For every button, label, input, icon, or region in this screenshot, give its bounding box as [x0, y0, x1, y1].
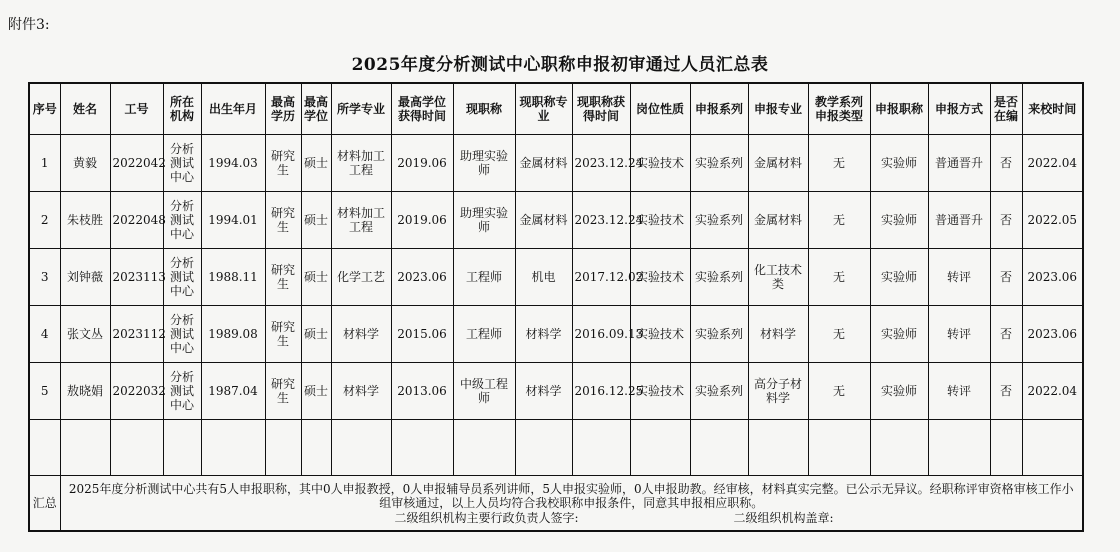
table-cell: 1994.03 — [201, 135, 265, 192]
column-header: 申报方式 — [928, 83, 990, 135]
table-cell: 普通晋升 — [928, 192, 990, 249]
table-cell: 张文丛 — [60, 306, 110, 363]
column-header: 最高学位 — [301, 83, 331, 135]
table-cell: 否 — [990, 363, 1022, 420]
column-header: 现职称专业 — [515, 83, 572, 135]
table-cell: 2017.12.02 — [572, 249, 630, 306]
table-cell: 实验师 — [870, 363, 928, 420]
column-header: 姓名 — [60, 83, 110, 135]
table-cell: 无 — [808, 306, 870, 363]
table-cell: 工程师 — [453, 306, 515, 363]
table-cell: 转评 — [928, 306, 990, 363]
header-row — [29, 83, 1083, 135]
table-row — [29, 306, 1083, 363]
summary-row — [29, 476, 1083, 532]
table-cell: 实验技术 — [630, 135, 690, 192]
empty-cell — [808, 420, 870, 476]
table-cell: 实验师 — [870, 249, 928, 306]
table-cell: 2023113 — [110, 249, 163, 306]
column-header: 是否在编 — [990, 83, 1022, 135]
empty-cell — [870, 420, 928, 476]
table-cell: 材料加工工程 — [331, 135, 391, 192]
table-cell: 刘钟薇 — [60, 249, 110, 306]
empty-cell — [391, 420, 453, 476]
leader-signature-label: 二级组织机构主要行政负责人签字: — [394, 510, 579, 525]
table-cell: 2023.12.24 — [572, 135, 630, 192]
empty-cell — [331, 420, 391, 476]
table-cell: 实验师 — [870, 192, 928, 249]
table-cell: 分析测试中心 — [163, 135, 201, 192]
table-row — [29, 249, 1083, 306]
column-header: 现职称获得时间 — [572, 83, 630, 135]
column-header: 申报系列 — [690, 83, 748, 135]
table-cell: 1989.08 — [201, 306, 265, 363]
table-cell: 实验系列 — [690, 249, 748, 306]
table-cell: 金属材料 — [748, 135, 808, 192]
column-header: 来校时间 — [1022, 83, 1083, 135]
table-row — [29, 363, 1083, 420]
table-cell: 2019.06 — [391, 192, 453, 249]
table-cell: 化工技术类 — [748, 249, 808, 306]
summary-label: 汇总 — [29, 476, 60, 532]
table-cell: 2023.06 — [391, 249, 453, 306]
table-cell: 研究生 — [265, 363, 301, 420]
empty-cell — [572, 420, 630, 476]
table-cell: 金属材料 — [515, 135, 572, 192]
table-cell: 2022.04 — [1022, 135, 1083, 192]
table-cell: 硕士 — [301, 249, 331, 306]
table-cell: 硕士 — [301, 363, 331, 420]
seal-label: 二级组织机构盖章: — [733, 510, 834, 525]
table-cell: 实验系列 — [690, 306, 748, 363]
empty-cell — [301, 420, 331, 476]
table-cell: 研究生 — [265, 135, 301, 192]
table-cell: 材料学 — [748, 306, 808, 363]
table-cell: 无 — [808, 192, 870, 249]
column-header: 申报职称 — [870, 83, 928, 135]
column-header: 工号 — [110, 83, 163, 135]
table-cell: 1994.01 — [201, 192, 265, 249]
table-cell: 无 — [808, 135, 870, 192]
table-cell: 研究生 — [265, 306, 301, 363]
table-cell: 助理实验师 — [453, 192, 515, 249]
empty-cell — [29, 420, 60, 476]
column-header: 岗位性质 — [630, 83, 690, 135]
table-cell: 硕士 — [301, 135, 331, 192]
table-cell: 1988.11 — [201, 249, 265, 306]
empty-cell — [60, 420, 110, 476]
empty-cell — [515, 420, 572, 476]
table-cell: 2023.12.24 — [572, 192, 630, 249]
column-header: 教学系列申报类型 — [808, 83, 870, 135]
table-cell: 2 — [29, 192, 60, 249]
table-cell: 2022042 — [110, 135, 163, 192]
table-cell: 硕士 — [301, 192, 331, 249]
table-row — [29, 192, 1083, 249]
table-cell: 实验师 — [870, 135, 928, 192]
table-cell: 材料学 — [515, 306, 572, 363]
table-cell: 材料学 — [331, 363, 391, 420]
empty-cell — [1022, 420, 1083, 476]
table-cell: 2015.06 — [391, 306, 453, 363]
column-header: 申报专业 — [748, 83, 808, 135]
table-cell: 硕士 — [301, 306, 331, 363]
table-cell: 2019.06 — [391, 135, 453, 192]
table-cell: 朱枝胜 — [60, 192, 110, 249]
table-cell: 研究生 — [265, 192, 301, 249]
table-cell: 材料学 — [515, 363, 572, 420]
table-cell: 实验技术 — [630, 249, 690, 306]
table-cell: 否 — [990, 306, 1022, 363]
column-header: 序号 — [29, 83, 60, 135]
empty-row — [29, 420, 1083, 476]
table-cell: 分析测试中心 — [163, 249, 201, 306]
empty-cell — [990, 420, 1022, 476]
table-cell: 高分子材料学 — [748, 363, 808, 420]
table-cell: 实验系列 — [690, 192, 748, 249]
table-cell: 2013.06 — [391, 363, 453, 420]
empty-cell — [928, 420, 990, 476]
table-cell: 助理实验师 — [453, 135, 515, 192]
table-cell: 3 — [29, 249, 60, 306]
empty-cell — [690, 420, 748, 476]
table-cell: 1 — [29, 135, 60, 192]
summary-cell — [60, 476, 1083, 532]
table-cell: 2023112 — [110, 306, 163, 363]
column-header: 出生年月 — [201, 83, 265, 135]
table-cell: 敖晓娟 — [60, 363, 110, 420]
table-cell: 金属材料 — [748, 192, 808, 249]
empty-cell — [110, 420, 163, 476]
table-cell: 中级工程师 — [453, 363, 515, 420]
table-cell: 机电 — [515, 249, 572, 306]
table-cell: 2022032 — [110, 363, 163, 420]
column-header: 所在机构 — [163, 83, 201, 135]
column-header: 最高学历 — [265, 83, 301, 135]
table-cell: 黄毅 — [60, 135, 110, 192]
summary-table — [28, 82, 1084, 532]
table-cell: 材料学 — [331, 306, 391, 363]
attachment-label: 附件3: — [8, 17, 50, 33]
table-cell: 无 — [808, 363, 870, 420]
table-cell: 5 — [29, 363, 60, 420]
column-header: 现职称 — [453, 83, 515, 135]
table-cell: 实验技术 — [630, 363, 690, 420]
table-cell: 无 — [808, 249, 870, 306]
table-cell: 实验师 — [870, 306, 928, 363]
summary-text: 2025年度分析测试中心共有5人申报职称，其中0人申报教授，0人申报辅导员系列讲师，5人申报实验师，0人申报助教。经审核，材料真实完整。已公示无异议。经职称评审资格审核工作小组审核通过，以上人员均符合我校职称申报条件，同意其申报相应职称。 — [68, 481, 1074, 510]
table-cell: 工程师 — [453, 249, 515, 306]
table-cell: 转评 — [928, 249, 990, 306]
table-cell: 实验系列 — [690, 363, 748, 420]
table-cell: 研究生 — [265, 249, 301, 306]
table-cell: 1987.04 — [201, 363, 265, 420]
table-cell: 实验技术 — [630, 306, 690, 363]
table-cell: 化学工艺 — [331, 249, 391, 306]
table-cell: 否 — [990, 249, 1022, 306]
table-row — [29, 135, 1083, 192]
column-header: 所学专业 — [331, 83, 391, 135]
table-cell: 2022.05 — [1022, 192, 1083, 249]
table-cell: 2023.06 — [1022, 306, 1083, 363]
table-cell: 实验系列 — [690, 135, 748, 192]
page-title: 2025年度分析测试中心职称申报初审通过人员汇总表 — [351, 55, 769, 75]
table-cell: 否 — [990, 135, 1022, 192]
empty-cell — [453, 420, 515, 476]
table-cell: 金属材料 — [515, 192, 572, 249]
table-cell: 分析测试中心 — [163, 192, 201, 249]
table-cell: 2016.09.13 — [572, 306, 630, 363]
column-header: 最高学位获得时间 — [391, 83, 453, 135]
table-cell: 普通晋升 — [928, 135, 990, 192]
empty-cell — [201, 420, 265, 476]
table-cell: 转评 — [928, 363, 990, 420]
empty-cell — [630, 420, 690, 476]
empty-cell — [748, 420, 808, 476]
table-cell: 否 — [990, 192, 1022, 249]
empty-cell — [163, 420, 201, 476]
table-cell: 4 — [29, 306, 60, 363]
table-cell: 2022048 — [110, 192, 163, 249]
table-cell: 2016.12.25 — [572, 363, 630, 420]
empty-cell — [265, 420, 301, 476]
table-cell: 实验技术 — [630, 192, 690, 249]
table-cell: 2023.06 — [1022, 249, 1083, 306]
table-cell: 分析测试中心 — [163, 306, 201, 363]
table-cell: 分析测试中心 — [163, 363, 201, 420]
table-cell: 2022.04 — [1022, 363, 1083, 420]
table-cell: 材料加工工程 — [331, 192, 391, 249]
